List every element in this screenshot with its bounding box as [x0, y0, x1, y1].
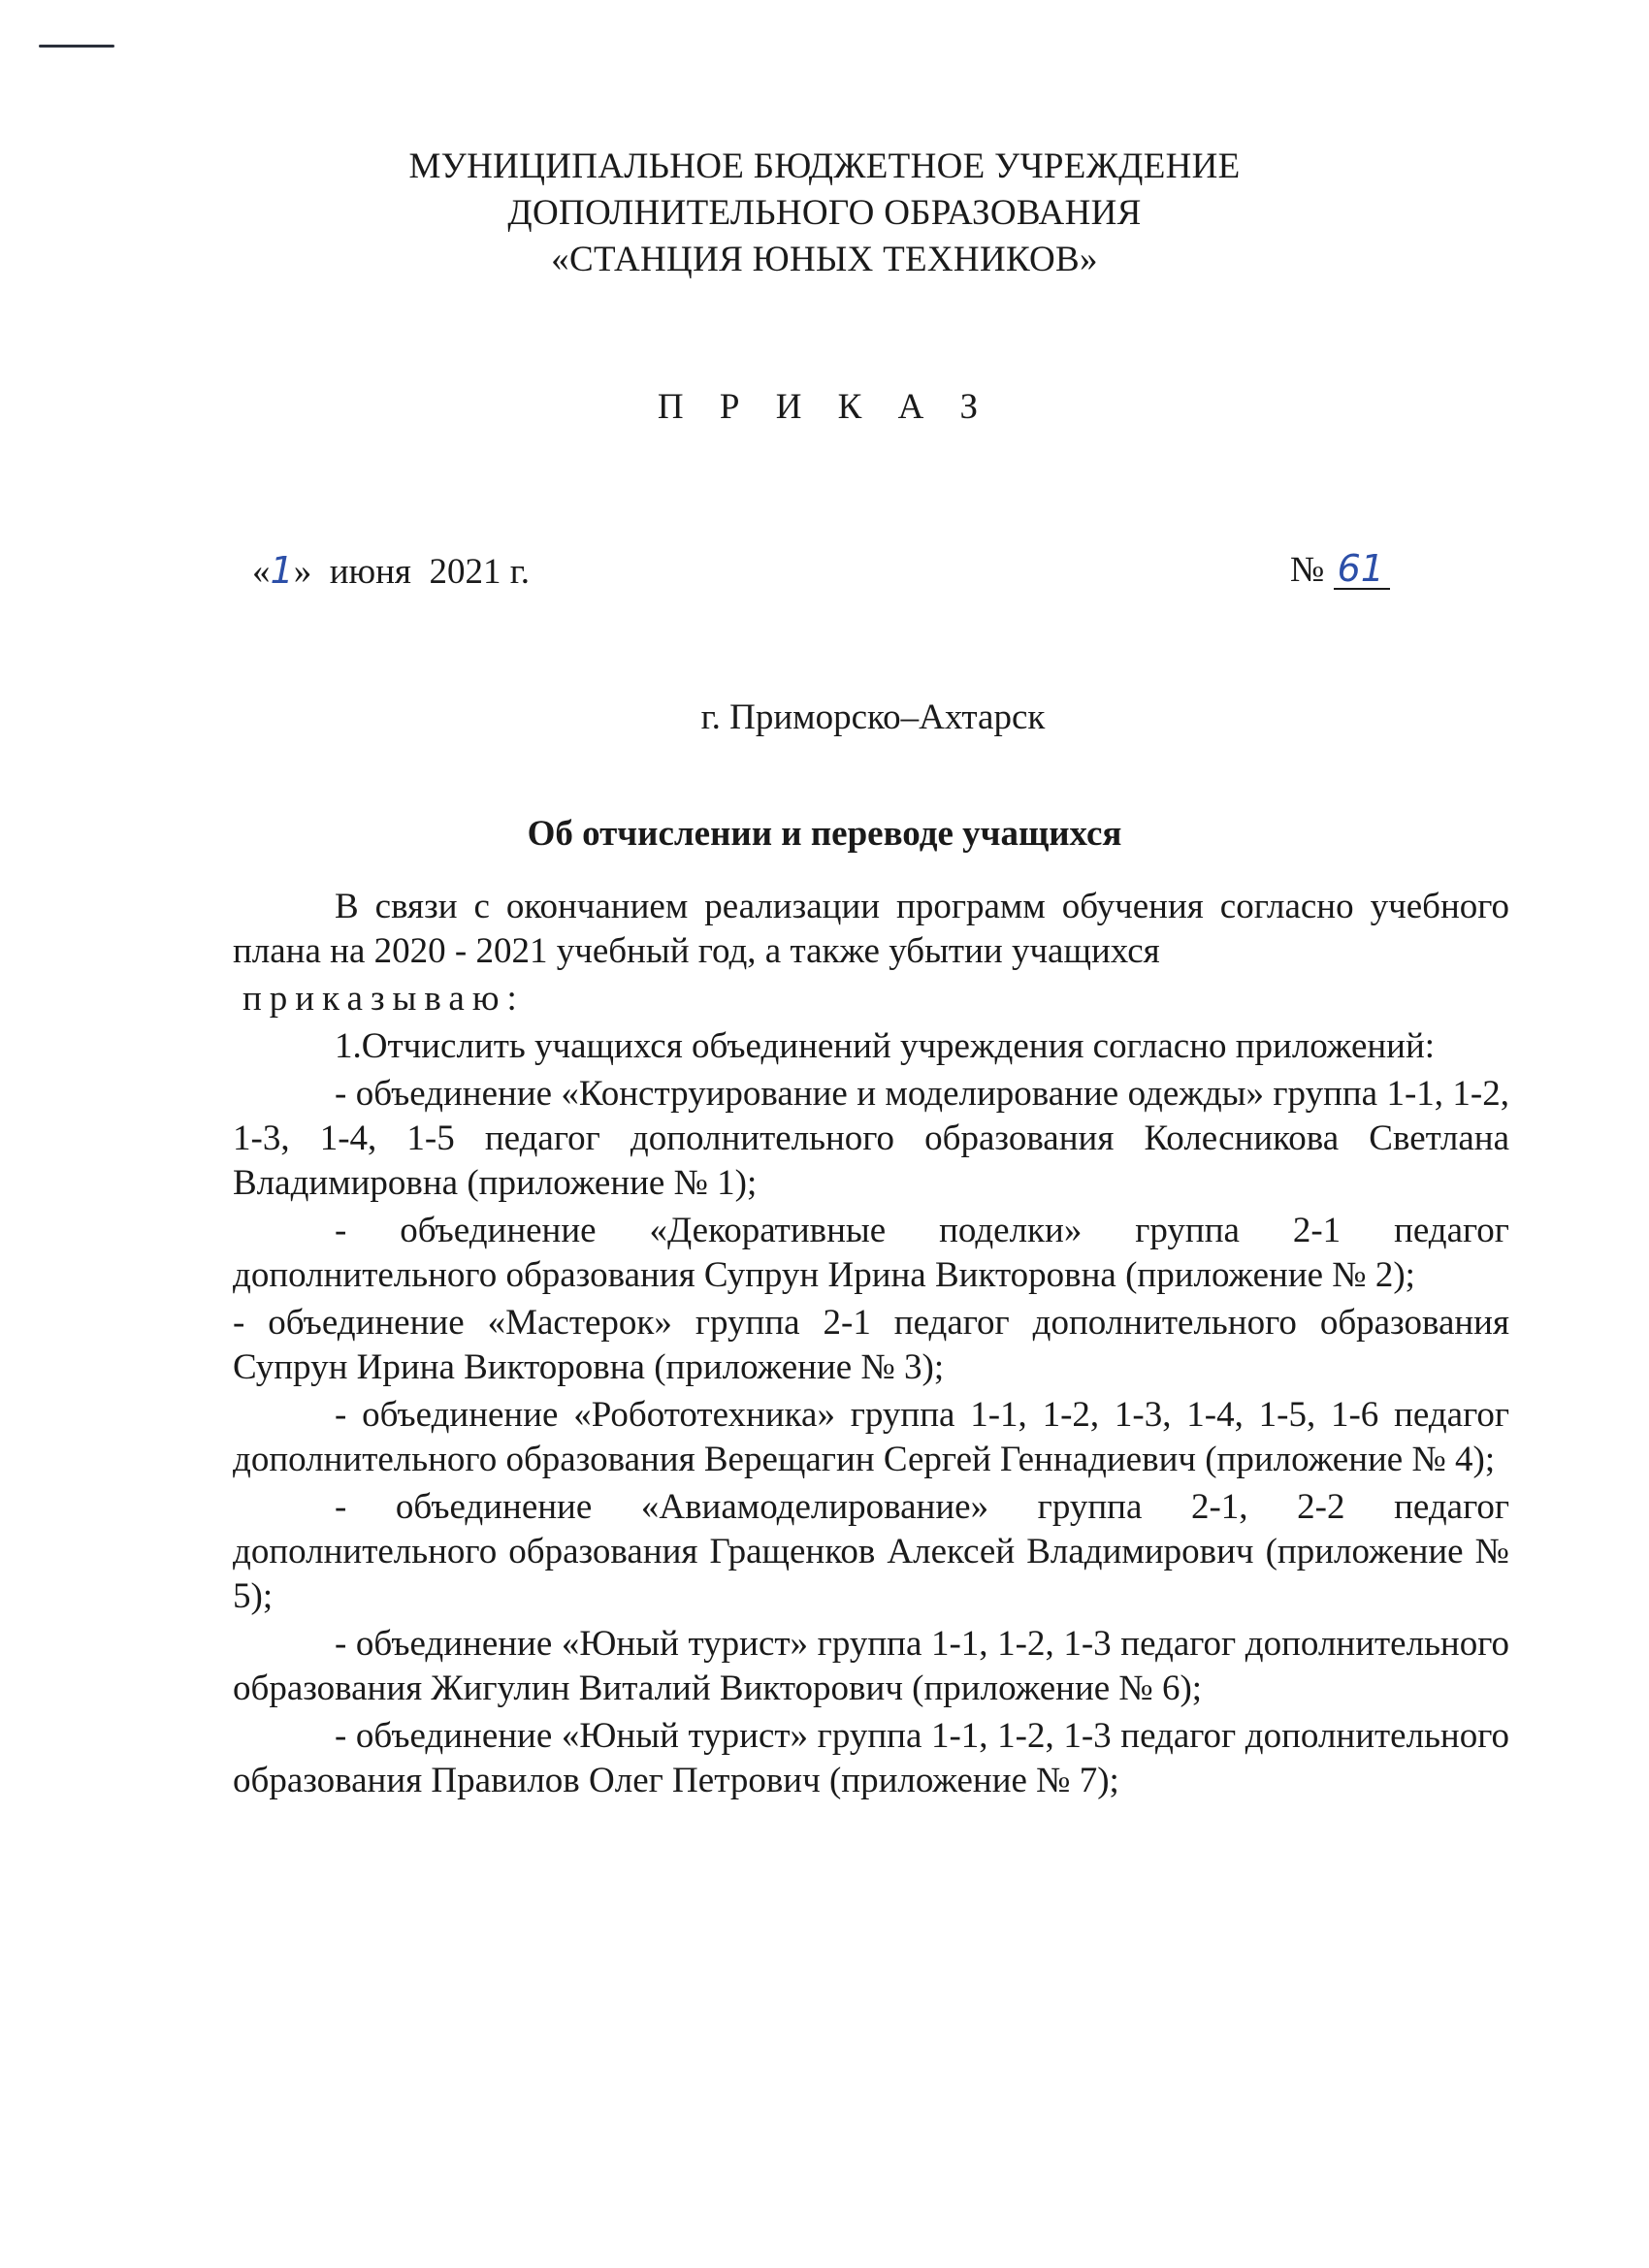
sub-item-4: - объединение «Робототехника» группа 1-1, 1-2, 1-3, 1-4, 1-5, 1-6 педагог дополнительного образования Верещагин Сергей Геннадиевич (приложение № 4);: [233, 1395, 1509, 1479]
intro-paragraph: В связи с окончанием реализации программ обучения согласно учебного плана на 2020 - 2021 учебный год, а также убытии учащихся: [233, 887, 1509, 971]
item-1: 1.Отчислить учащихся объединений учреждения согласно приложений:: [335, 1026, 1436, 1066]
order-heading: П Р И К А З: [657, 387, 992, 427]
order-date: [252, 549, 530, 593]
date-day-handwritten: 1: [270, 549, 294, 592]
document-title: Об отчислении и переводе учащихся: [527, 814, 1122, 854]
sub-item-1: - объединение «Конструирование и моделирование одежды» группа 1-1, 1-2, 1-3, 1-4, 1-5 педагог дополнительного образования Колесникова Светлана Владимировна (приложение № 1);: [233, 1074, 1509, 1203]
header-line-3: «СТАНЦИЯ ЮНЫХ ТЕХНИКОВ»: [551, 240, 1098, 279]
header-line-1: МУНИЦИПАЛЬНОЕ БЮДЖЕТНОЕ УЧРЕЖДЕНИЕ: [408, 146, 1241, 186]
sub-item-3: - объединение «Мастерок» группа 2-1 педагог дополнительного образования Супрун Ирина Викторовна (приложение № 3);: [233, 1303, 1509, 1387]
date-rest: » июня 2021 г.: [293, 552, 530, 592]
document-body: [233, 885, 1509, 1806]
header-line-2: ДОПОЛНИТЕЛЬНОГО ОБРАЗОВАНИЯ: [507, 193, 1142, 233]
order-number: [1290, 549, 1390, 591]
number-label: №: [1290, 550, 1334, 590]
sub-item-6: - объединение «Юный турист» группа 1-1, 1-2, 1-3 педагог дополнительного образования Жигулин Виталий Викторович (приложение № 6);: [233, 1624, 1509, 1708]
sub-item-2: - объединение «Декоративные поделки» группа 2-1 педагог дополнительного образования Супрун Ирина Викторовна (приложение № 2);: [233, 1211, 1509, 1295]
sub-item-7: - объединение «Юный турист» группа 1-1, 1-2, 1-3 педагог дополнительного образования Правилов Олег Петрович (приложение № 7);: [233, 1716, 1509, 1800]
number-value-handwritten: 61: [1334, 549, 1390, 590]
scan-mark: [39, 45, 114, 48]
date-open-quote: «: [252, 552, 271, 592]
sub-item-5: - объединение «Авиамоделирование» группа 2-1, 2-2 педагог дополнительного образования Гращенков Алексей Владимирович (приложение № 5);: [233, 1487, 1509, 1616]
city: г. Приморско–Ахтарск: [700, 697, 1046, 737]
order-word-spaced: приказываю:: [242, 979, 525, 1019]
